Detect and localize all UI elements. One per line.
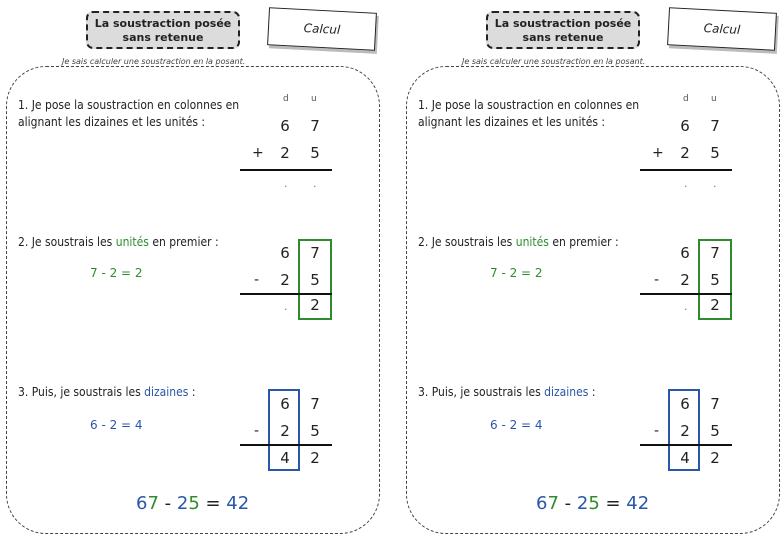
header-units: u [711,94,717,104]
step2-bottom-units: 5 [710,271,720,289]
final-first-units: 7 [147,493,159,514]
step2-bottom-tens: 2 [280,271,290,289]
step2-equation: 7 - 2 = 2 [490,266,543,280]
step2-result-units: 2 [710,296,720,314]
step3-suffix: : [188,385,196,399]
step3-prefix: 3. Puis, je soustrais les [18,385,145,399]
step2-top-tens: 6 [280,244,290,262]
final-minus: - [158,493,177,514]
step-2-text [418,234,619,251]
step-3-text [418,384,595,401]
category-tag: Calcul [667,7,777,51]
step1-top-tens: 6 [680,117,690,135]
step3-top-units: 7 [710,395,720,413]
step1-operator: + [252,145,264,161]
step1-bottom-tens: 2 [680,144,690,162]
step-1-text: 1. Je pose la soustraction en colonnes en alignant les dizaines et les unités : [18,98,240,129]
step3-result-units: 2 [710,449,720,467]
step2-bottom-tens: 2 [680,271,690,289]
step3-top-tens: 6 [680,395,690,413]
step2-sum-line [240,293,332,295]
step2-top-units: 7 [710,244,720,262]
step-3-text [18,384,195,401]
final-result: 42 [226,493,250,514]
step1-placeholder-tens: . [284,177,288,190]
step3-keyword-tens: dizaines [144,385,189,399]
step3-result-tens: 4 [680,449,690,467]
step2-suffix: en premier : [148,235,219,249]
step1-bottom-units: 5 [310,144,320,162]
final-first-tens: 6 [136,493,148,514]
final-second-units: 5 [588,493,600,514]
step3-bottom-units: 5 [310,422,320,440]
step3-operator: - [254,423,260,439]
step1-bottom-units: 5 [710,144,720,162]
final-second-units: 5 [188,493,200,514]
final-minus: - [558,493,577,514]
category-tag: Calcul [267,7,377,51]
step1-top-tens: 6 [280,117,290,135]
step2-bottom-units: 5 [310,271,320,289]
step3-result-tens: 4 [280,449,290,467]
step2-prefix: 2. Je soustrais les [418,235,516,249]
final-result: 42 [626,493,650,514]
lesson-title: La soustraction posée sans retenue [486,11,640,49]
step2-top-tens: 6 [680,244,690,262]
final-second-tens: 2 [576,493,589,514]
step2-suffix: en premier : [548,235,619,249]
step3-top-units: 7 [310,395,320,413]
step1-placeholder-tens: . [684,177,688,190]
header-tens: d [283,94,289,104]
final-equals: = [599,493,627,514]
step2-top-units: 7 [310,244,320,262]
step-2-text [18,234,219,251]
final-second-tens: 2 [176,493,189,514]
step3-bottom-units: 5 [710,422,720,440]
step2-placeholder-tens: . [684,300,688,313]
step1-bottom-tens: 2 [280,144,290,162]
step1-operator: + [652,145,664,161]
step2-sum-line [640,293,732,295]
step2-prefix: 2. Je soustrais les [18,235,116,249]
step2-placeholder-tens: . [284,300,288,313]
step3-sum-line [240,444,332,446]
step3-bottom-tens: 2 [280,422,290,440]
final-result-line [136,493,249,514]
step3-prefix: 3. Puis, je soustrais les [418,385,545,399]
lesson-title: La soustraction posée sans retenue [86,11,240,49]
step3-bottom-tens: 2 [680,422,690,440]
step2-keyword-units: unités [115,235,149,249]
objective-text: Je sais calculer une soustraction en la posant. [462,57,646,66]
header-units: u [311,94,317,104]
step2-keyword-units: unités [515,235,549,249]
step-1-text: 1. Je pose la soustraction en colonnes en alignant les dizaines et les unités : [418,98,640,129]
final-first-tens: 6 [536,493,548,514]
step2-result-units: 2 [310,296,320,314]
objective-text: Je sais calculer une soustraction en la posant. [62,57,246,66]
step3-sum-line [640,444,732,446]
step2-operator: - [254,272,260,288]
step1-top-units: 7 [710,117,720,135]
step3-operator: - [654,423,660,439]
step3-equation: 6 - 2 = 4 [490,418,543,432]
header-tens: d [683,94,689,104]
step1-placeholder-units: . [713,177,717,190]
step3-top-tens: 6 [280,395,290,413]
step2-equation: 7 - 2 = 2 [90,266,143,280]
step3-keyword-tens: dizaines [544,385,589,399]
step3-equation: 6 - 2 = 4 [90,418,143,432]
final-result-line [536,493,649,514]
step1-sum-line [240,169,332,171]
step3-suffix: : [588,385,596,399]
step1-top-units: 7 [310,117,320,135]
step2-operator: - [654,272,660,288]
final-equals: = [199,493,227,514]
step1-placeholder-units: . [313,177,317,190]
step1-sum-line [640,169,732,171]
step3-result-units: 2 [310,449,320,467]
worksheet-card-right [400,0,780,540]
final-first-units: 7 [547,493,559,514]
